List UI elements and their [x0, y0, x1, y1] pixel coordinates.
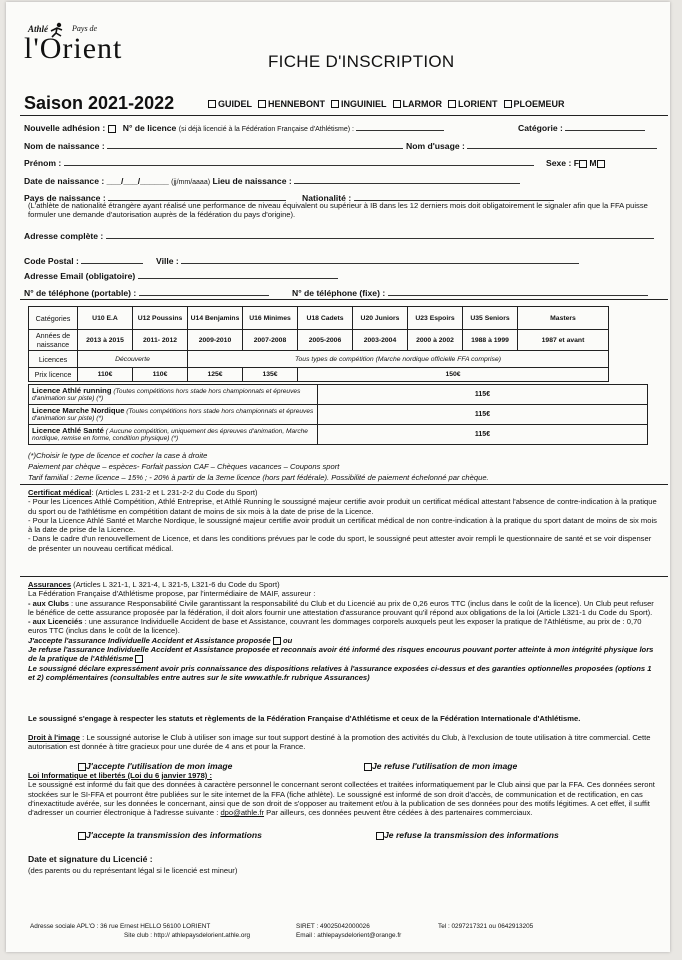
checkbox-icon[interactable]: [331, 100, 339, 108]
licence-types-table: [28, 384, 648, 445]
table-cell: Tous types de compétition (Marche nordique officielle FFA comprise): [188, 351, 609, 368]
checkbox-icon[interactable]: [448, 100, 456, 108]
table-row[interactable]: [29, 405, 648, 425]
table-cell: U16 Minimes: [243, 307, 298, 330]
landline-phone-field: N° de téléphone (fixe) :: [292, 288, 648, 298]
new-membership-field: Nouvelle adhésion : N° de licence (si déjà licencié à la Fédération Française d'Athlétisme) :: [24, 123, 444, 133]
footer-website: Site club : http:// athlepaysdelorient.athle.org: [124, 932, 251, 939]
club-option[interactable]: GUIDEL: [208, 99, 252, 109]
table-cell: 2005-2006: [298, 330, 353, 351]
season-label: Saison 2021-2022: [24, 93, 175, 113]
first-name-input[interactable]: [64, 158, 534, 166]
table-cell: 1987 et avant: [518, 330, 609, 351]
categories-table: [28, 306, 609, 382]
table-cell: Découverte: [78, 351, 188, 368]
table-row[interactable]: [29, 385, 648, 405]
checkbox-icon[interactable]: [597, 160, 605, 168]
address-input[interactable]: [106, 231, 654, 239]
checkbox-icon[interactable]: [258, 100, 266, 108]
table-cell: U20 Juniors: [353, 307, 408, 330]
table-cell: 2003-2004: [353, 330, 408, 351]
table-cell: Années de naissance: [29, 330, 78, 351]
birth-country-field: Pays de naissance :: [24, 193, 286, 203]
usage-name-input[interactable]: [467, 141, 657, 149]
table-cell: Catégories: [29, 307, 78, 330]
category-field: Catégorie :: [518, 123, 645, 133]
birth-country-input[interactable]: [108, 193, 286, 201]
signature-note: (des parents ou du représentant légal si le licencié est mineur): [28, 866, 238, 875]
table-row[interactable]: [29, 425, 648, 445]
registration-form-page: [6, 2, 670, 952]
licence-number-input[interactable]: [356, 123, 444, 131]
checkbox-icon[interactable]: [273, 637, 281, 645]
divider: [20, 484, 668, 485]
table-cell: 135€: [243, 368, 298, 382]
medical-certificate-section: Certificat médical: (Articles L 231-2 et L 231-2-2 du Code du Sport) - Pour les Licences Athlé Compétition, Athlé Entreprise, et Athlé Running le soussigné majeur certifie avoir produit un certificat médical attestant l'absence de contre-indication à la pratique du sport ou de l'athlétisme en compétition datant de moins de six mois à la date de prise de la Licence. - Pour la Licence Athlé Santé et Marche Nordique, le soussigné majeur certifie avoir produit un certificat médical de non contre-indication à la pratique du sport datant de moins de six mois à la date de prise de la Licence. - Dans le cadre d'un renouvellement de Licence, et dans les conditions prévues par le code du sport, le soussigné peut attester avoir rempli le questionnaire de santé et se voir dispenser de présenter un nouveau certificat médical.: [28, 488, 657, 553]
data-accept-option[interactable]: J'accepte la transmission des informations: [78, 830, 262, 840]
postal-code-input[interactable]: [81, 256, 143, 264]
table-cell: Licence Marche Nordique (Toutes compétitions hors stade hors championnats et épreuves d'animation sur piste) (*): [29, 405, 318, 425]
checkbox-icon[interactable]: [135, 655, 143, 663]
table-cell: U10 E.A: [78, 307, 133, 330]
address-field: Adresse complète :: [24, 231, 654, 241]
logo-main: l'Orient: [24, 32, 123, 65]
checkbox-icon[interactable]: [78, 763, 86, 771]
table-cell: 2011- 2012: [133, 330, 188, 351]
table-cell: 2007-2008: [243, 330, 298, 351]
table-cell: U14 Benjamins: [188, 307, 243, 330]
footer-email: Email : athlepaysdelorient@orange.fr: [296, 932, 402, 939]
table-cell: 1988 à 1999: [463, 330, 518, 351]
birthplace-input[interactable]: [294, 176, 520, 184]
nationality-field: Nationalité :: [302, 193, 554, 203]
mobile-phone-field: N° de téléphone (portable) :: [24, 288, 269, 298]
image-rights-section: Droit à l'image : Le soussigné autorise le Club à utiliser son image sur tout support destiné à la promotion des activités du Club, à l'exclusion de toute utilisation à titre commercial. Cette autorisation est donnée à titre gracieux pour une durée de 4 ans et pour la France.: [28, 733, 651, 752]
table-cell: U18 Cadets: [298, 307, 353, 330]
table-row: [29, 368, 609, 382]
postal-code-field: Code Postal :: [24, 256, 143, 266]
mobile-phone-input[interactable]: [139, 288, 269, 296]
table-cell: U12 Poussins: [133, 307, 188, 330]
logo-top-right: Pays de: [72, 24, 98, 33]
statutes-commitment: Le soussigné s'engage à respecter les statuts et règlements de la Fédération Française d'Athlétisme et ceux de la Fédération Internationale d'Athlétisme.: [28, 714, 581, 723]
footer-siret: SIRET : 49025042000026: [296, 923, 370, 930]
table-cell: 115€: [318, 405, 648, 425]
table-cell: 110€: [78, 368, 133, 382]
checkbox-icon[interactable]: [504, 100, 512, 108]
checkbox-icon[interactable]: [579, 160, 587, 168]
signature-label: Date et signature du Licencié :: [28, 854, 153, 864]
club-option[interactable]: LORIENT: [448, 99, 498, 109]
table-cell: 2000 à 2002: [408, 330, 463, 351]
table-row: [29, 307, 609, 330]
club-option[interactable]: PLOEMEUR: [504, 99, 565, 109]
footer-address: Adresse sociale APL'O : 36 rue Ernest HELLO 56100 LORIENT: [30, 923, 211, 930]
divider: [20, 299, 668, 300]
birth-name-input[interactable]: [107, 141, 403, 149]
table-row: [29, 330, 609, 351]
checkbox-icon[interactable]: [393, 100, 401, 108]
table-cell: 110€: [133, 368, 188, 382]
image-accept-option[interactable]: J'accepte l'utilisation de mon image: [78, 761, 232, 771]
table-cell: U35 Seniors: [463, 307, 518, 330]
category-input[interactable]: [565, 123, 645, 131]
checkbox-icon[interactable]: [78, 832, 86, 840]
table-cell: Licence Athlé running (Toutes compétitions hors stade hors championnats et épreuves d'animation sur piste) (*): [29, 385, 318, 405]
data-privacy-section: Loi Informatique et libertés (Loi du 6 janvier 1978) : Le soussigné est informé du fait que des données à caractère personnel le concernant seront collectées et traitées informatiquement par le Club ainsi que par la FFA. Ces données seront stockées sur le SI-FFA et pourront être publiées sur le site internet de la FFA (fiche athlète). Le soussigné est informé de son droit d'accès, de communication et de rectification, en cas d'inexactitude avérée, sur les données le concernant, ainsi que de son droit de s'opposer au traitement et/ou à la publication de ses données pour des motifs légitimes. A cet effet, il suffit d'adresser un courrier électronique à l'adresse suivante : dpo@athle.fr Par ailleurs, ces données peuvent être cédées à des partenaires commerciaux.: [28, 771, 655, 818]
city-input[interactable]: [181, 256, 579, 264]
footer-phone: Tel : 0297217321 ou 0642913205: [438, 923, 534, 930]
club-option[interactable]: LARMOR: [393, 99, 443, 109]
dpo-email-link[interactable]: dpo@athle.fr: [220, 808, 265, 818]
first-name-field: Prénom :: [24, 158, 534, 168]
insurance-section: Assurances (Articles L 321-1, L 321-4, L 321-5, L321-6 du Code du Sport) La Fédération Française d'Athlétisme propose, par l'intermédiaire de MAIF, assureur : - aux Clubs : une assurance Responsabilité Civile garantissant la responsabilité du Club et du Licencié au prix de 0,26 euros TTC (inclus dans le coût de la licence). Un Club peut refuser le bénéfice de cette assurance proposée par la fédération, il doit alors fournir une attestation d'assurance prouvant qu'il répond aux obligations de la loi (Article L321-1 du Code du Sport). - aux Licenciés : une assurance Individuelle Accident de base et Assistance, couvrant les dommages corporels auxquels peut les exposer la pratique de l'Athlétisme, au prix de : 0,70 euros TTC (inclus dans le coût de la licence). J'accepte l'assurance Individuelle Accident et Assistance proposée ou Je refuse l'assurance Individuelle Accident et Assistance proposée et reconnais avoir été informé des risques encourus pouvant porter atteinte à mon intégrité physique lors de la pratique de l'Athlétisme Le soussigné déclare expressément avoir pris connaissance des dispositions relatives à l'assurance exposées ci-dessus et des garanties optionnelles proposées (options 1 et 2) complémentaires (consultables entre autres sur le site www.athle.fr rubrique Assurances): [28, 580, 654, 682]
birth-date-field: Date de naissance : ___/___/______ (jj/mm/aaaa) Lieu de naissance :: [24, 176, 520, 186]
checkbox-icon[interactable]: [108, 125, 116, 133]
birth-name-field: Nom de naissance :: [24, 141, 403, 151]
club-checkboxes: [208, 99, 565, 109]
club-option[interactable]: INGUINIEL: [331, 99, 387, 109]
table-cell: 125€: [188, 368, 243, 382]
email-field: Adresse Email (obligatoire): [24, 271, 338, 281]
sex-field: Sexe : F M: [546, 158, 605, 168]
usage-name-field: Nom d'usage :: [406, 141, 657, 151]
licence-choice-note: (*)Choisir le type de licence et cocher la case à droite: [28, 451, 208, 460]
table-cell: Masters: [518, 307, 609, 330]
logo-top-left: Athlé: [28, 24, 49, 34]
table-row: [29, 351, 609, 368]
club-option[interactable]: HENNEBONT: [258, 99, 325, 109]
landline-phone-input[interactable]: [388, 288, 648, 296]
table-cell: 115€: [318, 385, 648, 405]
table-cell: 150€: [298, 368, 609, 382]
checkbox-icon[interactable]: [208, 100, 216, 108]
checkbox-icon[interactable]: [364, 763, 372, 771]
table-cell: Prix licence: [29, 368, 78, 382]
nationality-input[interactable]: [354, 193, 554, 201]
data-refuse-option[interactable]: Je refuse la transmission des informations: [376, 830, 559, 840]
table-cell: U23 Espoirs: [408, 307, 463, 330]
divider: [20, 576, 668, 577]
table-cell: 2009-2010: [188, 330, 243, 351]
email-input[interactable]: [138, 271, 338, 279]
table-cell: Licence Athlé Santé ( Aucune compétition, uniquement des épreuves d'animation, Marche nordique, remise en forme, condition physique) (*): [29, 425, 318, 445]
page-title: FICHE D'INSCRIPTION: [268, 52, 455, 71]
family-rate: Tarif familial : 2eme licence – 15% ; - 20% à partir de la 3eme licence (hors part fédérale). Possibilité de paiement échelonné par chèque.: [28, 473, 489, 482]
signature-area[interactable]: [306, 850, 646, 910]
foreign-athlete-note: (L'athlète de nationalité étrangère ayant réalisé une performance de niveau équivalent ou supérieur à IB dans les 12 derniers mois doit obligatoirement le signaler afin que la FFA puisse formuler une demande d'autorisation auprès de la fédération du pays d'origine).: [28, 201, 648, 220]
divider: [20, 115, 668, 116]
table-cell: Licences: [29, 351, 78, 368]
payment-methods: Paiement par chèque – espèces- Forfait passion CAF – Chèques vacances – Coupons sport: [28, 462, 340, 471]
table-cell: 115€: [318, 425, 648, 445]
city-field: Ville :: [156, 256, 579, 266]
checkbox-icon[interactable]: [376, 832, 384, 840]
image-refuse-option[interactable]: Je refuse l'utilisation de mon image: [364, 761, 517, 771]
table-cell: 2013 à 2015: [78, 330, 133, 351]
